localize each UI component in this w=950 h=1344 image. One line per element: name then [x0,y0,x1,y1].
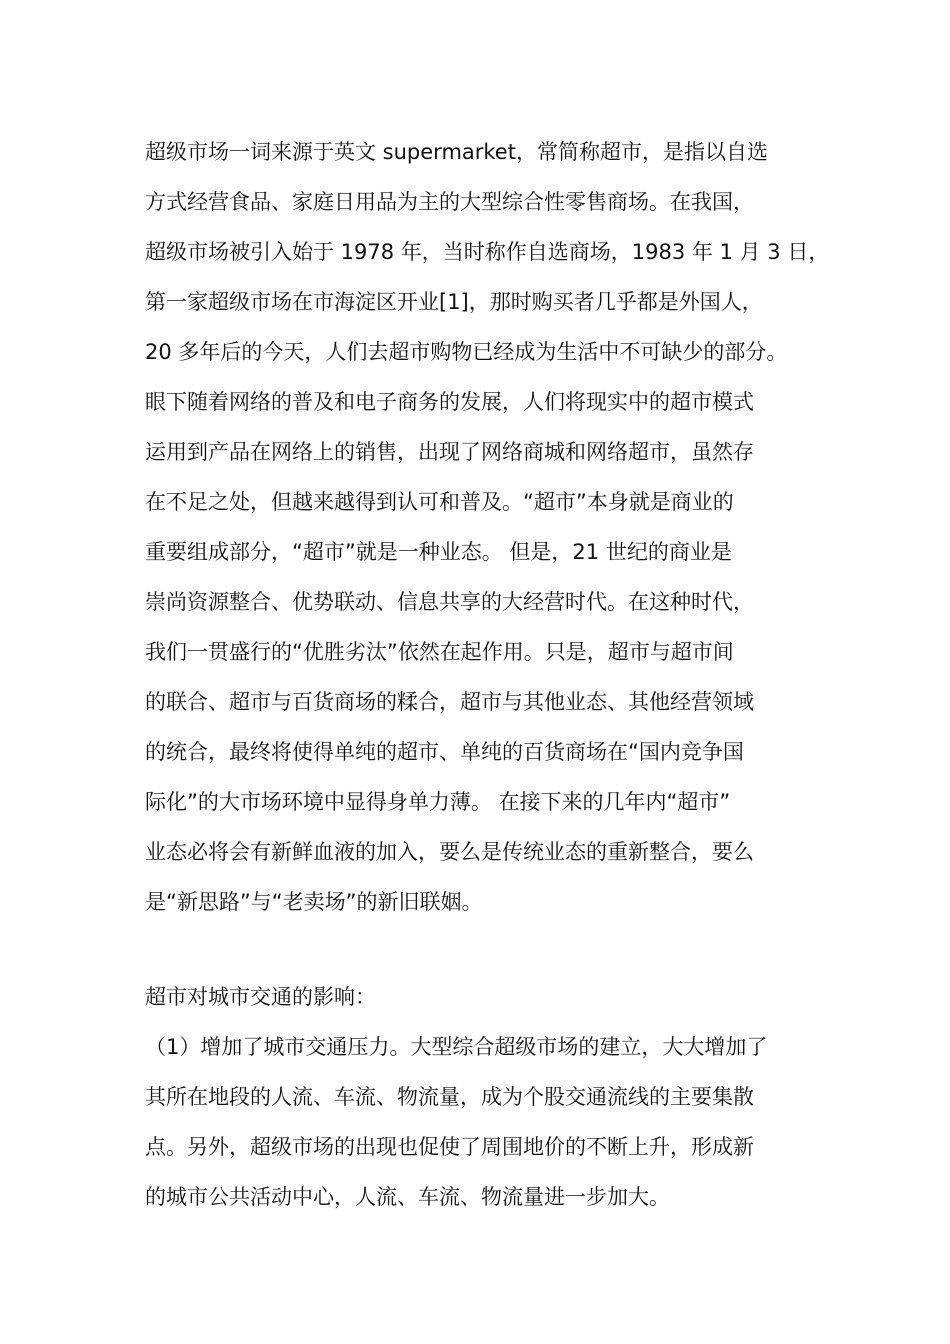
text-line: 超级市场一词来源于英文 supermarket，常简称超市，是指以自选 [145,140,768,164]
text-line: 运用到产品在网络上的销售，出现了网络商城和网络超市，虽然存 [145,440,754,464]
text-line: 的联合、超市与百货商场的糅合，超市与其他业态、其他经营领域 [145,690,754,714]
paragraph-intro [145,127,845,927]
heading-text: 超市对城市交通的影响： [145,985,376,1009]
text-line: 的城市公共活动中心，人流、车流、物流量进一步加大。 [145,1185,670,1209]
text-line: 我们一贯盛行的“优胜劣汰”依然在起作用。只是，超市与超市间 [145,640,734,664]
text-line: （1）增加了城市交通压力。大型综合超级市场的建立，大大增加了 [145,1035,768,1059]
section-heading [145,972,845,1022]
text-line: 20 多年后的今天，人们去超市购物已经成为生活中不可缺少的部分。 [145,340,788,364]
text-line: 崇尚资源整合、优势联动、信息共享的大经营时代。在这种时代， [145,590,754,614]
text-line: 重要组成部分，“超市”就是一种业态。 但是，21 世纪的商业是 [145,540,732,564]
text-line: 的统合，最终将使得单纯的超市、单纯的百货商场在“国内竞争国 [145,740,744,764]
text-line: 际化”的大市场环境中显得身单力薄。 在接下来的几年内“超市” [145,790,731,814]
text-line: 业态必将会有新鲜血液的加入，要么是传统业态的重新整合，要么 [145,840,754,864]
text-line: 在不足之处，但越来越得到认可和普及。“超市”本身就是商业的 [145,490,734,514]
text-line: 眼下随着网络的普及和电子商务的发展，人们将现实中的超市模式 [145,390,754,414]
text-line: 超级市场被引入始于 1978 年，当时称作自选商场，1983 年 1 月 3 日， [145,240,830,264]
paragraph-traffic-impact [145,1022,845,1222]
text-line: 点。另外，超级市场的出现也促使了周围地价的不断上升，形成新 [145,1135,754,1159]
text-line: 是“新思路”与“老卖场”的新旧联姻。 [145,890,483,914]
text-line: 方式经营食品、家庭日用品为主的大型综合性零售商场。在我国， [145,190,754,214]
text-line: 第一家超级市场在市海淀区开业[1]，那时购买者几乎都是外国人， [145,290,763,314]
text-line: 其所在地段的人流、车流、物流量，成为个股交通流线的主要集散 [145,1085,754,1109]
